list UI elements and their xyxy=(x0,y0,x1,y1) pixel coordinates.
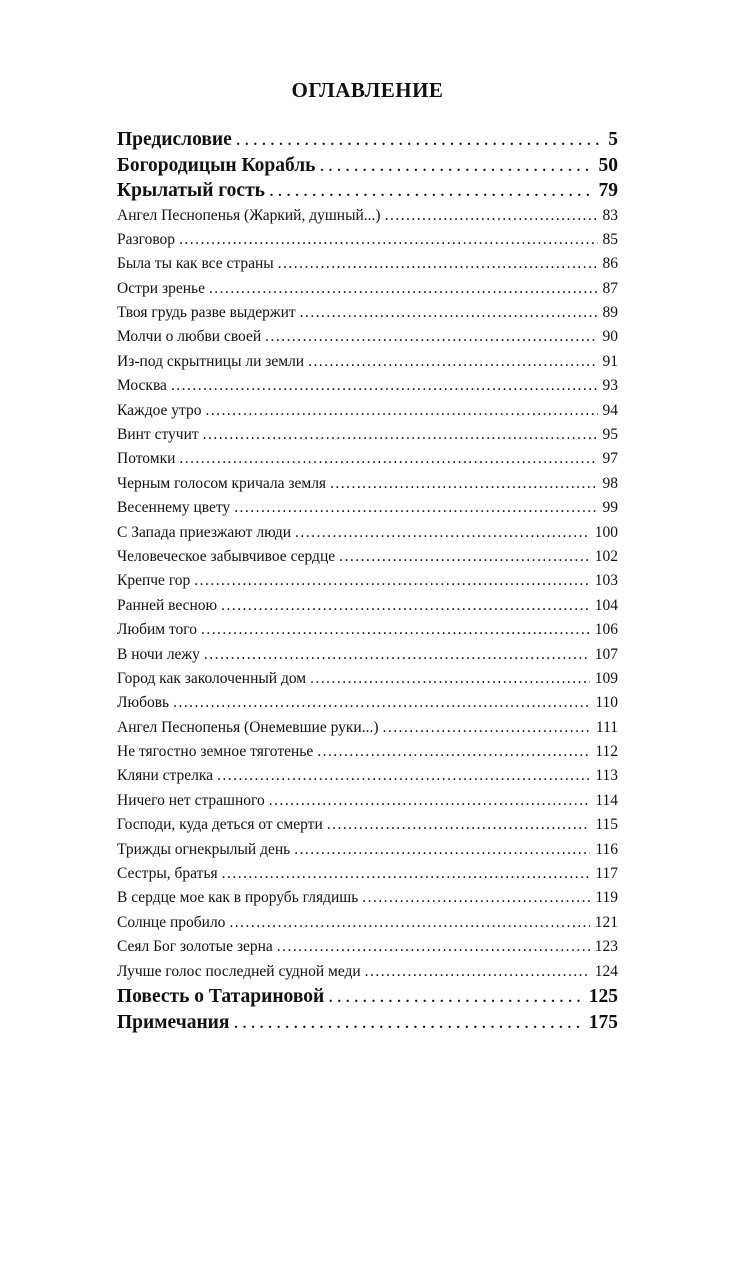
toc-entry-page-number: 109 xyxy=(594,669,618,687)
toc-entry-title: Солнце пробило xyxy=(117,913,226,931)
toc-entry-title: Любовь xyxy=(117,694,170,712)
toc-entry-title: Крепче гор xyxy=(117,572,191,590)
toc-entry-page-number: 90 xyxy=(602,328,618,346)
toc-entry-page-number: 114 xyxy=(595,791,618,809)
toc-entry xyxy=(117,178,618,204)
toc-leader-dots xyxy=(204,643,590,667)
toc-entry-page-number: 50 xyxy=(598,154,618,176)
toc-entry xyxy=(117,447,618,471)
toc-entry xyxy=(117,813,618,837)
toc-entry-page-number: 106 xyxy=(594,621,618,639)
toc-entry-title: Москва xyxy=(117,377,167,395)
toc-leader-dots xyxy=(277,935,590,959)
toc-leader-dots xyxy=(221,594,590,618)
toc-entry-title: Повесть о Татариновой xyxy=(117,986,325,1007)
toc-entry-page-number: 119 xyxy=(595,889,618,907)
toc-entry-title: Господи, куда деться от смерти xyxy=(117,816,323,834)
toc-entry-title: Трижды огнекрылый день xyxy=(117,840,291,858)
toc-entry-title: Молчи о любви своей xyxy=(117,328,262,346)
toc-entry-title: Потомки xyxy=(117,450,176,468)
toc-leader-dots xyxy=(201,618,590,642)
toc-entry-title: Любим того xyxy=(117,621,197,639)
toc-entry-title: Черным голосом кричала земля xyxy=(117,474,327,492)
toc-leader-dots xyxy=(385,204,598,228)
toc-entry-page-number: 104 xyxy=(594,596,618,614)
toc-entry-title: Твоя грудь разве выдержит xyxy=(117,304,296,322)
toc-leader-dots xyxy=(203,423,598,447)
toc-entry-page-number: 110 xyxy=(595,694,618,712)
toc-entry-page-number: 95 xyxy=(602,426,618,444)
toc-entry-title: Богородицын Корабль xyxy=(117,154,316,176)
toc-leader-dots xyxy=(328,984,584,1010)
toc-leader-dots xyxy=(171,374,598,398)
toc-entry xyxy=(117,423,618,447)
toc-entry xyxy=(117,127,618,153)
toc-leader-dots xyxy=(294,838,590,862)
toc-entry xyxy=(117,496,618,520)
toc-entry-title: Каждое утро xyxy=(117,401,202,419)
toc-entry xyxy=(117,984,618,1010)
toc-entry xyxy=(117,545,618,569)
toc-entry-title: Лучше голос последней судной меди xyxy=(117,962,361,980)
toc-entry-title: Примечания xyxy=(117,1011,230,1033)
toc-entry-page-number: 79 xyxy=(598,180,618,201)
table-of-contents xyxy=(117,127,618,1035)
toc-entry-page-number: 97 xyxy=(602,450,618,468)
toc-entry-title: Сестры, братья xyxy=(117,865,218,883)
toc-leader-dots xyxy=(222,862,591,886)
toc-entry-title: Кляни стрелка xyxy=(117,767,214,785)
toc-leader-dots xyxy=(300,301,598,325)
toc-entry-title: С Запада приезжают люди xyxy=(117,523,292,541)
toc-entry-title: Крылатый гость xyxy=(117,180,265,201)
toc-leader-dots xyxy=(229,911,589,935)
toc-entry xyxy=(117,325,618,349)
toc-leader-dots xyxy=(310,667,590,691)
toc-entry xyxy=(117,1010,618,1036)
toc-entry-page-number: 121 xyxy=(594,913,618,931)
toc-leader-dots xyxy=(308,350,597,374)
toc-entry xyxy=(117,399,618,423)
toc-entry xyxy=(117,960,618,984)
toc-entry-page-number: 94 xyxy=(602,401,618,419)
toc-entry-page-number: 113 xyxy=(595,767,618,785)
toc-entry xyxy=(117,350,618,374)
toc-entry-page-number: 112 xyxy=(595,743,618,761)
toc-entry-title: Сеял Бог золотые зерна xyxy=(117,938,273,956)
toc-leader-dots xyxy=(209,277,598,301)
toc-leader-dots xyxy=(206,399,598,423)
toc-leader-dots xyxy=(383,716,591,740)
toc-leader-dots xyxy=(327,813,591,837)
toc-entry-title: Винт стучит xyxy=(117,426,199,444)
toc-entry xyxy=(117,569,618,593)
toc-leader-dots xyxy=(179,447,597,471)
toc-entry-page-number: 116 xyxy=(595,840,618,858)
toc-leader-dots xyxy=(339,545,590,569)
toc-leader-dots xyxy=(173,691,590,715)
toc-leader-dots xyxy=(317,740,590,764)
toc-entry-page-number: 87 xyxy=(602,279,618,297)
toc-entry-title: Из-под скрытницы ли земли xyxy=(117,352,305,370)
toc-leader-dots xyxy=(234,496,597,520)
toc-entry xyxy=(117,764,618,788)
toc-entry xyxy=(117,277,618,301)
toc-entry-title: В сердце мое как в прорубь глядишь xyxy=(117,889,359,907)
toc-entry-page-number: 125 xyxy=(588,986,618,1007)
toc-entry xyxy=(117,521,618,545)
toc-entry-page-number: 5 xyxy=(608,129,618,150)
toc-entry-title: Ранней весною xyxy=(117,596,218,614)
toc-entry-page-number: 124 xyxy=(594,962,618,980)
toc-entry-page-number: 111 xyxy=(595,718,618,736)
toc-entry-page-number: 123 xyxy=(594,938,618,956)
toc-entry xyxy=(117,911,618,935)
toc-entry-title: Разговор xyxy=(117,230,176,248)
toc-entry-title: В ночи лежу xyxy=(117,645,200,663)
toc-entry xyxy=(117,204,618,228)
toc-entry-title: Ангел Песнопенья (Онемевшие руки...) xyxy=(117,718,379,736)
toc-entry-page-number: 102 xyxy=(594,547,618,565)
toc-entry-page-number: 89 xyxy=(602,304,618,322)
toc-leader-dots xyxy=(320,153,594,179)
toc-entry xyxy=(117,472,618,496)
toc-entry-page-number: 103 xyxy=(594,572,618,590)
toc-entry xyxy=(117,935,618,959)
toc-leader-dots xyxy=(362,886,590,910)
toc-entry xyxy=(117,228,618,252)
toc-leader-dots xyxy=(278,252,598,276)
toc-entry xyxy=(117,691,618,715)
toc-leader-dots xyxy=(269,178,594,204)
toc-entry-page-number: 99 xyxy=(602,499,618,517)
toc-leader-dots xyxy=(179,228,597,252)
toc-entry-page-number: 117 xyxy=(595,865,618,883)
toc-entry-page-number: 85 xyxy=(602,230,618,248)
toc-entry-page-number: 115 xyxy=(595,816,618,834)
toc-entry-title: Город как заколоченный дом xyxy=(117,669,307,687)
toc-entry-title: Предисловие xyxy=(117,129,232,150)
toc-entry-page-number: 107 xyxy=(594,645,618,663)
toc-leader-dots xyxy=(233,1010,583,1036)
toc-entry xyxy=(117,594,618,618)
toc-entry-title: Ничего нет страшного xyxy=(117,791,265,809)
toc-entry-page-number: 100 xyxy=(594,523,618,541)
toc-entry xyxy=(117,740,618,764)
toc-entry xyxy=(117,862,618,886)
toc-entry-title: Весеннему цвету xyxy=(117,499,231,517)
toc-entry-title: Была ты как все страны xyxy=(117,255,274,273)
toc-entry-page-number: 86 xyxy=(602,255,618,273)
toc-entry xyxy=(117,886,618,910)
toc-entry-page-number: 91 xyxy=(602,352,618,370)
toc-leader-dots xyxy=(365,960,590,984)
toc-entry-page-number: 83 xyxy=(602,206,618,224)
toc-entry-page-number: 98 xyxy=(602,474,618,492)
toc-leader-dots xyxy=(217,764,590,788)
toc-entry xyxy=(117,716,618,740)
toc-entry-title: Ангел Песнопенья (Жаркий, душный...) xyxy=(117,206,381,224)
toc-entry xyxy=(117,789,618,813)
toc-entry xyxy=(117,838,618,862)
page-title: ОГЛАВЛЕНИЕ xyxy=(291,78,444,102)
toc-leader-dots xyxy=(295,521,590,545)
toc-entry xyxy=(117,374,618,398)
toc-entry-title: Человеческое забывчивое сердце xyxy=(117,547,336,565)
toc-entry xyxy=(117,643,618,667)
toc-leader-dots xyxy=(269,789,591,813)
toc-entry xyxy=(117,667,618,691)
toc-leader-dots xyxy=(330,472,597,496)
toc-leader-dots xyxy=(236,127,603,153)
toc-entry xyxy=(117,252,618,276)
toc-leader-dots xyxy=(194,569,589,593)
toc-entry xyxy=(117,301,618,325)
toc-leader-dots xyxy=(265,325,597,349)
toc-entry xyxy=(117,153,618,179)
toc-entry-title: Не тягостно земное тяготенье xyxy=(117,743,314,761)
toc-entry-title: Остри зренье xyxy=(117,279,205,297)
toc-entry-page-number: 175 xyxy=(588,1011,618,1033)
toc-entry-page-number: 93 xyxy=(602,377,618,395)
toc-entry xyxy=(117,618,618,642)
